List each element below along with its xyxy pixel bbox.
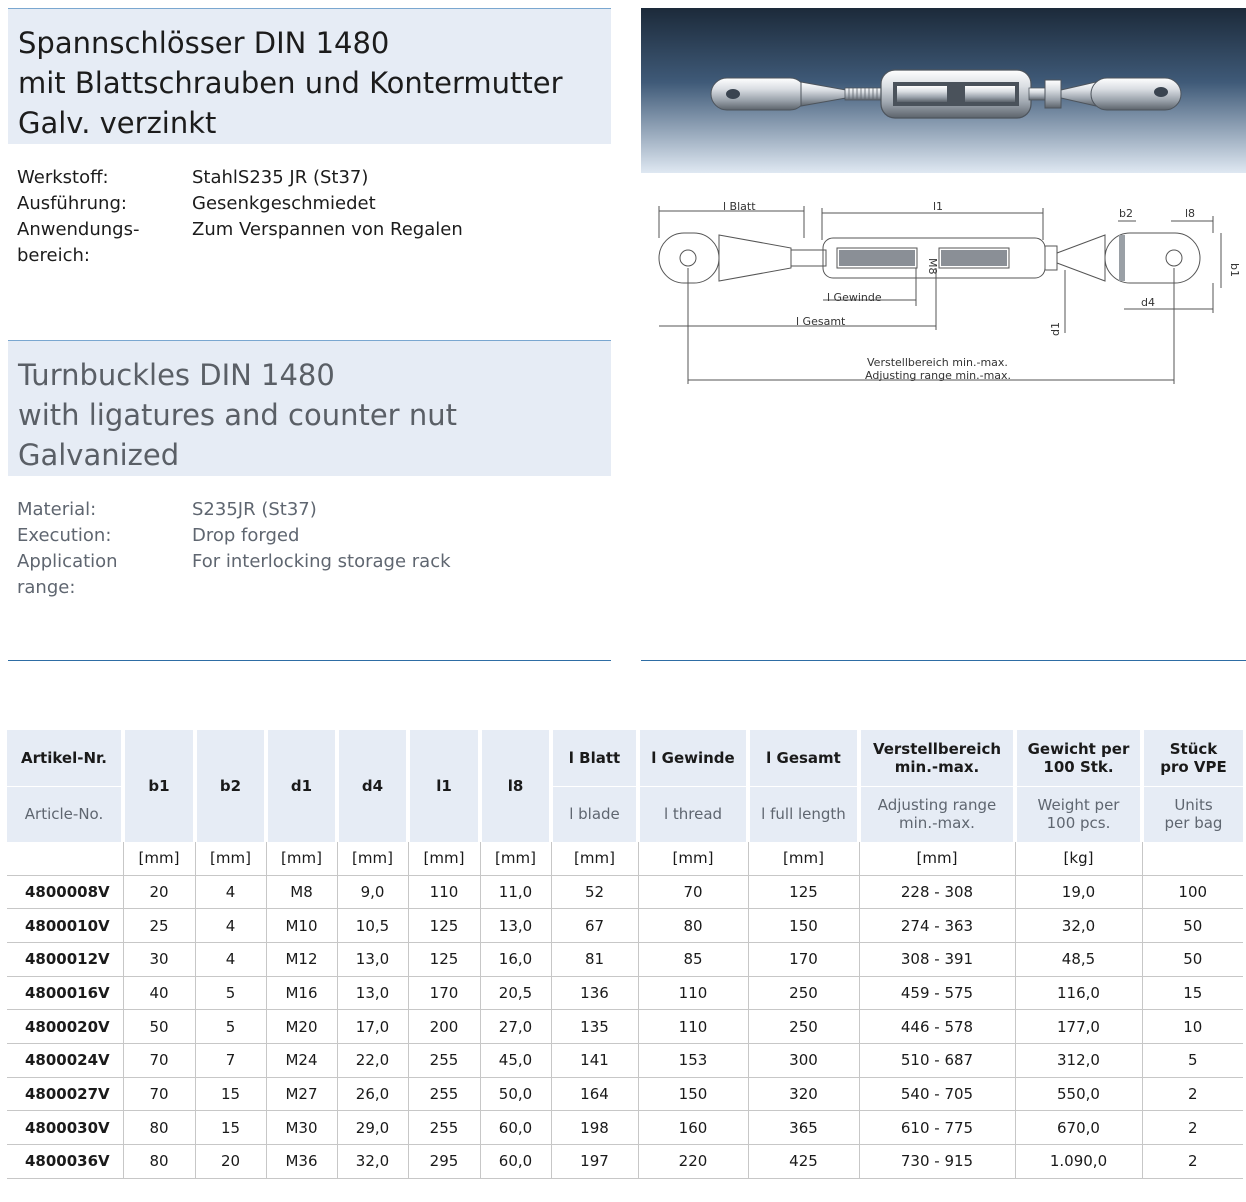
table-cell: 446 - 578: [859, 1010, 1015, 1044]
german-prop-key: Ausführung:: [17, 193, 127, 214]
label-l-gewinde: l Gewinde: [827, 291, 882, 304]
table-cell: 22,0: [337, 1043, 408, 1077]
article-number-cell: 4800016V: [7, 976, 123, 1010]
article-number-cell: 4800027V: [7, 1077, 123, 1111]
table-cell: 365: [748, 1111, 859, 1145]
product-photo: [641, 8, 1246, 173]
table-cell: 17,0: [337, 1010, 408, 1044]
label-l-gesamt: l Gesamt: [796, 315, 846, 328]
label-stamp: M8: [926, 258, 939, 275]
german-prop-row: [17, 165, 617, 191]
header-d1: d1: [266, 730, 337, 842]
table-row: [7, 1111, 1243, 1145]
table-cell: 170: [408, 976, 480, 1010]
unit-cell: [mm]: [337, 842, 408, 875]
header-weight-en: [1015, 786, 1142, 842]
header-b2: b2: [195, 730, 266, 842]
header-weight-de-line2: 100 Stk.: [1043, 757, 1114, 776]
table-cell: 125: [408, 942, 480, 976]
header-artikel-en: Article-No.: [7, 786, 123, 842]
table-cell: 255: [408, 1111, 480, 1145]
table-cell: 730 - 915: [859, 1145, 1015, 1179]
english-prop-key: Material:: [17, 499, 97, 520]
table-cell: 2: [1142, 1077, 1243, 1111]
header-units-de-line2: pro VPE: [1160, 757, 1227, 776]
table-cell: 220: [638, 1145, 748, 1179]
table-cell: M20: [266, 1010, 337, 1044]
header-range-de: [859, 730, 1015, 786]
table-cell: 116,0: [1015, 976, 1142, 1010]
label-l-blatt: l Blatt: [723, 200, 756, 213]
table-row: [7, 1145, 1243, 1179]
header-range-de-line1: Verstellbereich: [872, 739, 1002, 758]
header-lgesamt-de: l Gesamt: [748, 730, 859, 786]
table-cell: 29,0: [337, 1111, 408, 1145]
label-d1: d1: [1049, 322, 1062, 336]
unit-cell: [mm]: [480, 842, 551, 875]
header-artikel-de: Artikel-Nr.: [7, 730, 123, 786]
english-title-line1: Turnbuckles DIN 1480: [18, 358, 335, 392]
table-cell: 300: [748, 1043, 859, 1077]
english-title-line2: with ligatures and counter nut: [18, 398, 457, 432]
unit-cell: [mm]: [123, 842, 195, 875]
table-cell: 15: [195, 1111, 266, 1145]
header-range-en-line1: Adjusting range: [877, 796, 997, 815]
table-cell: 110: [638, 976, 748, 1010]
table-cell: 670,0: [1015, 1111, 1142, 1145]
table-cell: M30: [266, 1111, 337, 1145]
german-prop-row: [17, 217, 617, 269]
table-cell: 5: [195, 1010, 266, 1044]
english-prop-row: [17, 523, 617, 549]
table-cell: 80: [123, 1111, 195, 1145]
english-prop-value: Drop forged: [192, 525, 300, 546]
unit-cell: [7, 842, 123, 875]
divider-right: [641, 660, 1246, 661]
table-cell: 70: [638, 875, 748, 909]
header-weight-en-line2: 100 pcs.: [1046, 814, 1111, 833]
table-cell: 164: [551, 1077, 638, 1111]
article-number-cell: 4800008V: [7, 875, 123, 909]
table-row: [7, 909, 1243, 943]
label-range-en: Adjusting range min.-max.: [865, 369, 1012, 382]
header-lgewinde-en: l thread: [638, 786, 748, 842]
table-cell: 30: [123, 942, 195, 976]
header-l1: l1: [408, 730, 480, 842]
unit-cell: [mm]: [551, 842, 638, 875]
english-title-line3: Galvanized: [18, 438, 180, 472]
table-cell: 20: [195, 1145, 266, 1179]
header-lgewinde-de: l Gewinde: [638, 730, 748, 786]
header-units-en-line1: Units: [1174, 796, 1213, 815]
article-number-cell: 4800036V: [7, 1145, 123, 1179]
table-cell: M27: [266, 1077, 337, 1111]
table-cell: 425: [748, 1145, 859, 1179]
table-cell: 250: [748, 976, 859, 1010]
table-cell: 15: [195, 1077, 266, 1111]
table-cell: 228 - 308: [859, 875, 1015, 909]
english-prop-row: [17, 549, 617, 601]
table-cell: 52: [551, 875, 638, 909]
header-units-de: [1142, 730, 1243, 786]
table-cell: 26,0: [337, 1077, 408, 1111]
table-cell: 2: [1142, 1111, 1243, 1145]
unit-cell: [1142, 842, 1243, 875]
table-cell: 81: [551, 942, 638, 976]
german-prop-value: Gesenkgeschmiedet: [192, 193, 376, 214]
table-cell: M24: [266, 1043, 337, 1077]
table-cell: 50: [123, 1010, 195, 1044]
english-prop-key: Application range:: [17, 551, 118, 598]
dimension-drawing: [641, 188, 1246, 388]
label-range-de: Verstellbereich min.-max.: [867, 356, 1008, 369]
turnbuckle-photo-image: [641, 8, 1246, 173]
table-cell: 4: [195, 875, 266, 909]
table-cell: 110: [408, 875, 480, 909]
english-properties: [17, 497, 617, 601]
table-cell: 13,0: [337, 942, 408, 976]
german-prop-key: Werkstoff:: [17, 167, 109, 188]
table-cell: 100: [1142, 875, 1243, 909]
header-lgesamt-en: l full length: [748, 786, 859, 842]
table-cell: 80: [123, 1145, 195, 1179]
table-cell: 9,0: [337, 875, 408, 909]
table-cell: 295: [408, 1145, 480, 1179]
table-cell: 141: [551, 1043, 638, 1077]
german-prop-value: Zum Verspannen von Regalen: [192, 219, 463, 240]
table-cell: 16,0: [480, 942, 551, 976]
table-cell: 255: [408, 1043, 480, 1077]
table-cell: 2: [1142, 1145, 1243, 1179]
table-cell: 4: [195, 909, 266, 943]
table-cell: M10: [266, 909, 337, 943]
german-title-line3: Galv. verzinkt: [18, 106, 217, 140]
table-cell: 85: [638, 942, 748, 976]
header-units-en-line2: per bag: [1164, 814, 1223, 833]
table-cell: 45,0: [480, 1043, 551, 1077]
table-cell: 19,0: [1015, 875, 1142, 909]
unit-cell: [mm]: [266, 842, 337, 875]
table-cell: 50,0: [480, 1077, 551, 1111]
english-prop-value: For interlocking storage rack: [192, 551, 451, 572]
table-cell: 70: [123, 1043, 195, 1077]
table-cell: 32,0: [1015, 909, 1142, 943]
table-cell: 150: [748, 909, 859, 943]
table-cell: 320: [748, 1077, 859, 1111]
english-title-box: [8, 340, 611, 476]
table-cell: 550,0: [1015, 1077, 1142, 1111]
technical-drawing: [641, 188, 1246, 388]
table-cell: 136: [551, 976, 638, 1010]
table-cell: 177,0: [1015, 1010, 1142, 1044]
table-row: [7, 875, 1243, 909]
header-weight-de: [1015, 730, 1142, 786]
article-number-cell: 4800030V: [7, 1111, 123, 1145]
english-prop-value: S235JR (St37): [192, 499, 317, 520]
table-cell: 50: [1142, 942, 1243, 976]
header-range-en: [859, 786, 1015, 842]
table-cell: 4: [195, 942, 266, 976]
german-prop-key: Anwendungs- bereich:: [17, 219, 140, 266]
table-cell: 20,5: [480, 976, 551, 1010]
header-weight-en-line1: Weight per: [1037, 796, 1120, 815]
label-l8: l8: [1185, 207, 1196, 220]
table-cell: 13,0: [337, 976, 408, 1010]
table-row: [7, 942, 1243, 976]
table-cell: 50: [1142, 909, 1243, 943]
table-cell: 610 - 775: [859, 1111, 1015, 1145]
unit-cell: [mm]: [748, 842, 859, 875]
header-lblatt-en: l blade: [551, 786, 638, 842]
table-cell: 13,0: [480, 909, 551, 943]
table-cell: 10: [1142, 1010, 1243, 1044]
article-number-cell: 4800010V: [7, 909, 123, 943]
table-cell: 540 - 705: [859, 1077, 1015, 1111]
table-cell: 198: [551, 1111, 638, 1145]
table-cell: 7: [195, 1043, 266, 1077]
label-d4: d4: [1141, 296, 1155, 309]
table-row: [7, 1043, 1243, 1077]
table-cell: 1.090,0: [1015, 1145, 1142, 1179]
english-prop-row: [17, 497, 617, 523]
table-cell: 40: [123, 976, 195, 1010]
unit-cell: [mm]: [638, 842, 748, 875]
table-cell: 250: [748, 1010, 859, 1044]
english-prop-key: Execution:: [17, 525, 112, 546]
divider-left: [8, 660, 611, 661]
table-cell: 60,0: [480, 1111, 551, 1145]
german-title-line1: Spannschlösser DIN 1480: [18, 26, 390, 60]
header-weight-de-line1: Gewicht per: [1027, 739, 1130, 758]
header-units-en: [1142, 786, 1243, 842]
table-row: [7, 976, 1243, 1010]
article-number-cell: 4800020V: [7, 1010, 123, 1044]
table-cell: 200: [408, 1010, 480, 1044]
table-cell: 125: [408, 909, 480, 943]
label-l1: l1: [933, 200, 944, 213]
german-prop-value: StahlS235 JR (St37): [192, 167, 369, 188]
table-cell: 197: [551, 1145, 638, 1179]
table-cell: 150: [638, 1077, 748, 1111]
table-cell: 11,0: [480, 875, 551, 909]
header-units-de-line1: Stück: [1169, 739, 1218, 758]
german-title-line2: mit Blattschrauben und Kontermutter: [18, 66, 563, 100]
table-cell: 5: [1142, 1043, 1243, 1077]
table-row: [7, 1077, 1243, 1111]
table-cell: 48,5: [1015, 942, 1142, 976]
table-cell: 32,0: [337, 1145, 408, 1179]
table-cell: 60,0: [480, 1145, 551, 1179]
spec-table: [7, 730, 1243, 1179]
table-cell: 153: [638, 1043, 748, 1077]
table-cell: 255: [408, 1077, 480, 1111]
table-cell: 70: [123, 1077, 195, 1111]
label-b1: b1: [1228, 263, 1241, 277]
table-body: [7, 875, 1243, 1178]
header-range-en-line2: min.-max.: [899, 814, 975, 833]
german-properties: [17, 165, 617, 269]
table-cell: M8: [266, 875, 337, 909]
table-cell: 27,0: [480, 1010, 551, 1044]
table-cell: 80: [638, 909, 748, 943]
table-cell: 10,5: [337, 909, 408, 943]
table-cell: 308 - 391: [859, 942, 1015, 976]
unit-cell: [mm]: [859, 842, 1015, 875]
table-cell: 125: [748, 875, 859, 909]
table-cell: 20: [123, 875, 195, 909]
table-row: [7, 1010, 1243, 1044]
table-cell: 510 - 687: [859, 1043, 1015, 1077]
label-b2: b2: [1119, 207, 1133, 220]
header-l8: l8: [480, 730, 551, 842]
table-cell: 15: [1142, 976, 1243, 1010]
header-d4: d4: [337, 730, 408, 842]
article-number-cell: 4800024V: [7, 1043, 123, 1077]
table-cell: 459 - 575: [859, 976, 1015, 1010]
header-lblatt-de: l Blatt: [551, 730, 638, 786]
german-prop-row: [17, 191, 617, 217]
table-cell: 5: [195, 976, 266, 1010]
table-cell: M12: [266, 942, 337, 976]
units-row: [7, 842, 1243, 875]
table-cell: 135: [551, 1010, 638, 1044]
table-cell: 110: [638, 1010, 748, 1044]
table-cell: 160: [638, 1111, 748, 1145]
unit-cell: [kg]: [1015, 842, 1142, 875]
table-cell: M36: [266, 1145, 337, 1179]
table-cell: 25: [123, 909, 195, 943]
header-range-de-line2: min.-max.: [894, 757, 980, 776]
table-cell: 67: [551, 909, 638, 943]
table-cell: 170: [748, 942, 859, 976]
unit-cell: [mm]: [195, 842, 266, 875]
header-b1: b1: [123, 730, 195, 842]
unit-cell: [mm]: [408, 842, 480, 875]
table-cell: 312,0: [1015, 1043, 1142, 1077]
table-cell: M16: [266, 976, 337, 1010]
table-cell: 274 - 363: [859, 909, 1015, 943]
article-number-cell: 4800012V: [7, 942, 123, 976]
german-title-box: [8, 8, 611, 144]
